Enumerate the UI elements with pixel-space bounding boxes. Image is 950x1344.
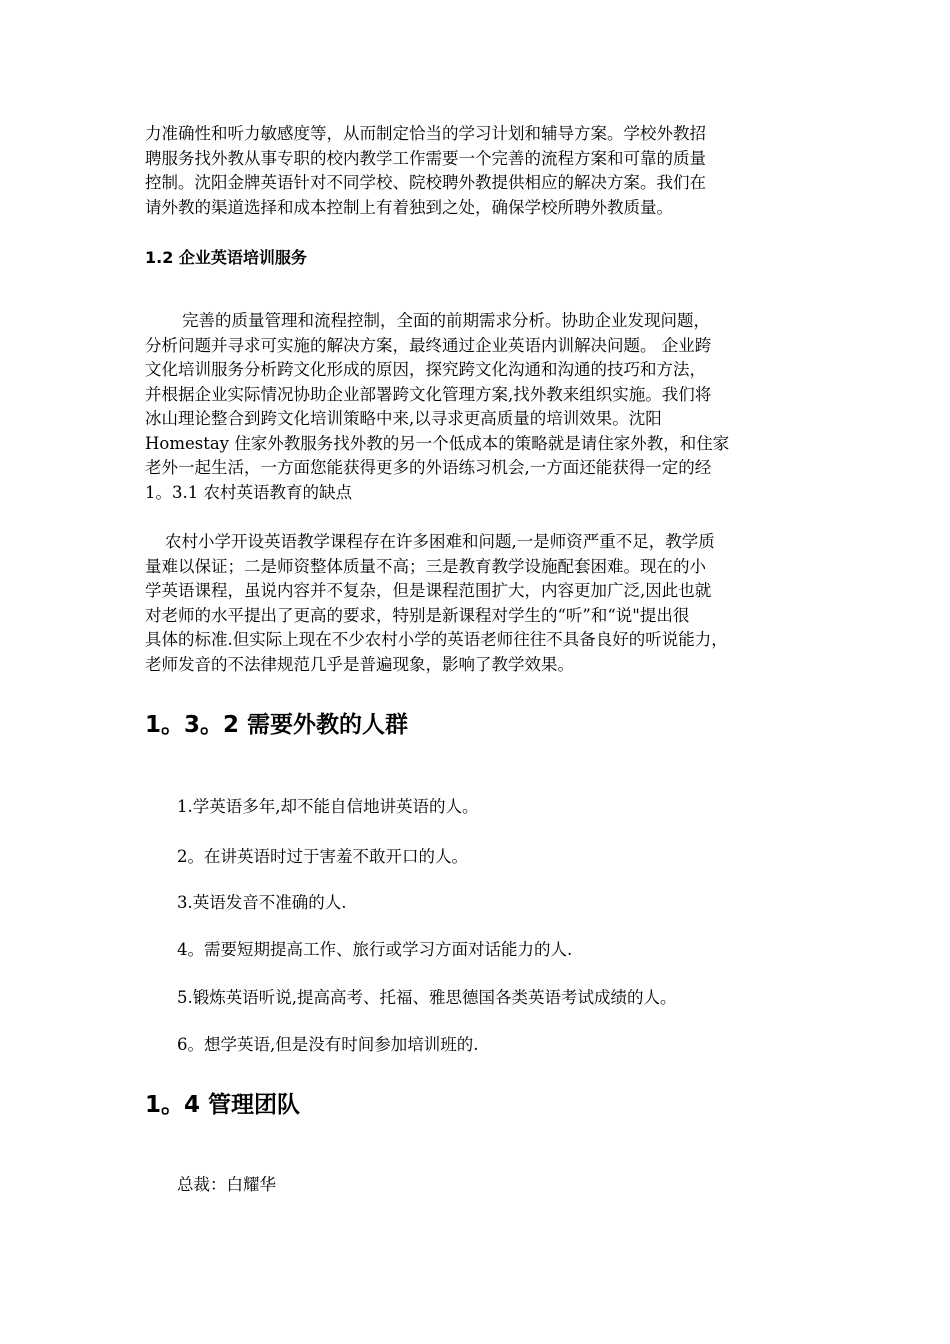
text-line: 老外一起生活，一方面您能获得更多的外语练习机会,一方面还能获得一定的经 bbox=[145, 458, 712, 477]
list-item: 4。需要短期提高工作、旅行或学习方面对话能力的人. bbox=[177, 940, 573, 959]
list-item: 2。在讲英语时过于害羞不敢开口的人。 bbox=[177, 847, 468, 866]
list-item: 1.学英语多年,却不能自信地讲英语的人。 bbox=[177, 797, 479, 816]
text-line: 分析问题并寻求可实施的解决方案，最终通过企业英语内训解决问题。 企业跨 bbox=[145, 335, 712, 355]
text-line: Homestay 住家外教服务找外教的另一个低成本的策略就是请住家外教，和住家 bbox=[145, 433, 730, 453]
text-line: 老师发音的不法律规范几乎是普遍现象，影响了教学效果。 bbox=[145, 654, 574, 674]
text-line: 1。3.1 农村英语教育的缺点 bbox=[145, 482, 352, 502]
text-line: 控制。沈阳金牌英语针对不同学校、院校聘外教提供相应的解决方案。我们在 bbox=[145, 173, 706, 192]
section-heading-1-2: 1.2 企业英语培训服务 bbox=[145, 248, 307, 267]
list-item: 6。想学英语,但是没有时间参加培训班的. bbox=[177, 1035, 479, 1054]
text-line: 请外教的渠道选择和成本控制上有着独到之处，确保学校所聘外教质量。 bbox=[145, 197, 673, 217]
text-line: 具体的标准.但实际上现在不少农村小学的英语老师往往不具备良好的听说能力， bbox=[145, 630, 728, 649]
intro-paragraph bbox=[145, 122, 815, 220]
section-heading-1-3-2: 1。3。2 需要外教的人群 bbox=[145, 712, 409, 738]
text-line: 农村小学开设英语教学课程存在许多困难和问题,一是师资严重不足，教学质 bbox=[165, 532, 715, 551]
president-line: 总裁：白耀华 bbox=[177, 1175, 276, 1194]
list-item: 3.英语发音不准确的人. bbox=[177, 893, 347, 912]
section-heading-1-4: 1。4 管理团队 bbox=[145, 1092, 301, 1118]
text-line: 对老师的水平提出了更高的要求，特别是新课程对学生的“听”和“说"提出很 bbox=[145, 605, 690, 625]
text-line: 聘服务找外教从事专职的校内教学工作需要一个完善的流程方案和可靠的质量 bbox=[145, 148, 706, 168]
text-line: 完善的质量管理和流程控制，全面的前期需求分析。协助企业发现问题， bbox=[182, 311, 710, 330]
text-line: 文化培训服务分析跨文化形成的原因，探究跨文化沟通和沟通的技巧和方法， bbox=[145, 360, 706, 379]
list-item: 5.锻炼英语听说,提高高考、托福、雅思德国各类英语考试成绩的人。 bbox=[177, 988, 677, 1007]
text-line: 量难以保证；二是师资整体质量不高；三是教育教学设施配套困难。现在的小 bbox=[145, 556, 706, 576]
section-1-3-1-paragraph bbox=[145, 530, 815, 677]
text-line: 力准确性和听力敏感度等，从而制定恰当的学习计划和辅导方案。学校外教招 bbox=[145, 124, 706, 143]
text-line: 并根据企业实际情况协助企业部署跨文化管理方案,找外教来组织实施。我们将 bbox=[145, 384, 712, 404]
text-line: 学英语课程，虽说内容并不复杂，但是课程范围扩大，内容更加广泛,因此也就 bbox=[145, 581, 712, 600]
text-line: 冰山理论整合到跨文化培训策略中来,以寻求更高质量的培训效果。沈阳 bbox=[145, 409, 662, 428]
section-1-2-paragraph bbox=[145, 309, 815, 505]
